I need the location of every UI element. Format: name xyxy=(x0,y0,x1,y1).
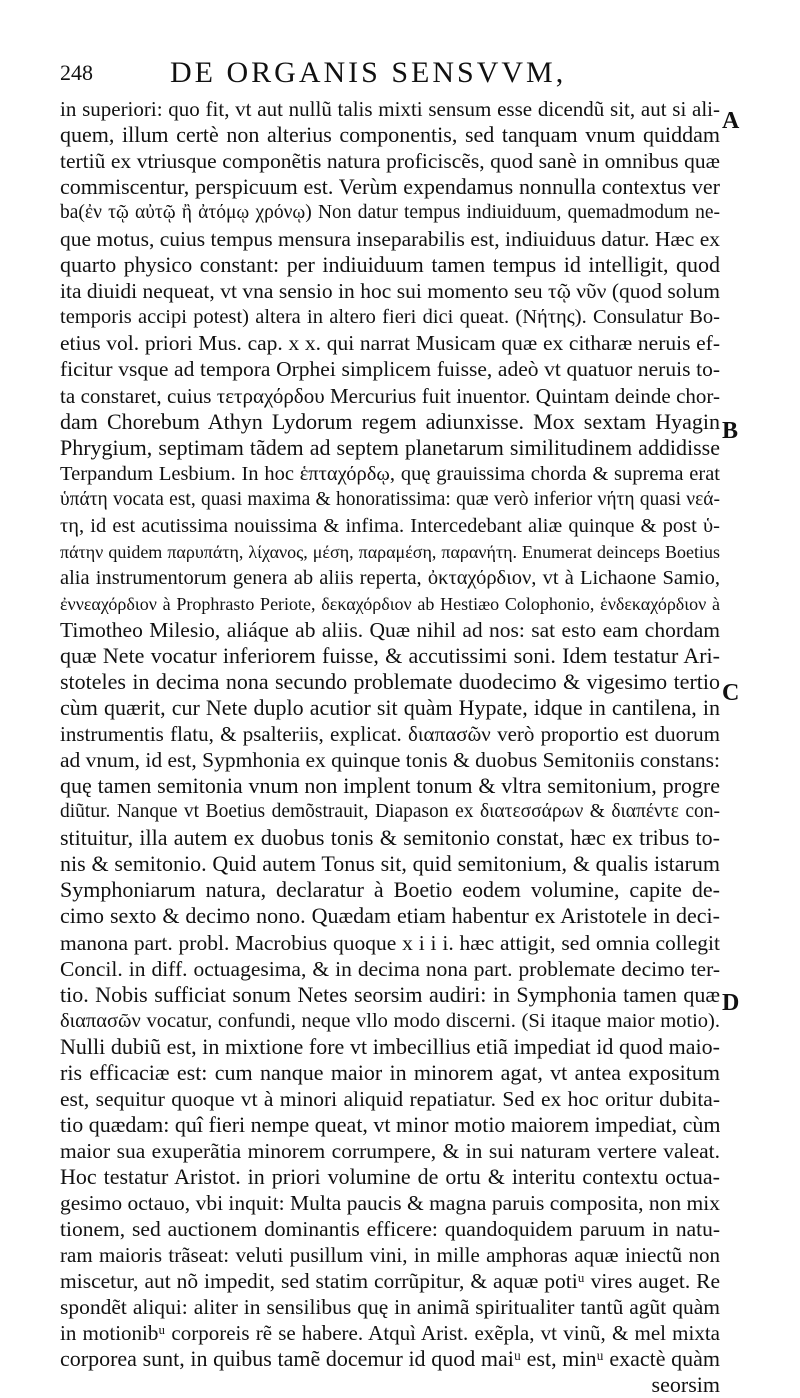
text-line: etius vol. priori Mus. cap. x x. qui narrat Musicam quæ ex citharæ neruis ef- xyxy=(60,331,720,356)
text-line: ὑπάτη vocata est, quasi maxima & honoratissima: quæ verò inferior νήτη quasi νεά- xyxy=(60,488,720,510)
margin-letter-c: C xyxy=(722,680,740,706)
text-line: in motionibᵘ corporeis rẽ se habere. Atquì Arist. exẽpla, vt vinũ, & mel mixta xyxy=(60,1321,720,1346)
text-line: ad vnum, id est, Sypmhonia ex quinque tonis & duobus Semitoniis constans: xyxy=(60,748,720,773)
text-line: Phrygium, septimam tãdem ad septem planetarum similitudinem addidisse xyxy=(60,434,720,460)
text-line: quem, illum certè non alterius componentis, sed tanquam vnum quiddam xyxy=(60,122,720,148)
text-line: est, sequitur quoque vt à minori aliquid repatiatur. Sed ex hoc oritur dubita- xyxy=(60,1086,720,1111)
text-line: ram maioris trãseat: veluti pusillum vini, in mille amphoras aquæ iniectũ non xyxy=(60,1243,720,1268)
text-line: miscetur, aut nõ impedit, sed statim corrũpitur, & aquæ potiᵘ vires auget. Re xyxy=(60,1269,720,1294)
page-header xyxy=(60,56,700,90)
text-line: tionem, sed auctionem dominantis efficere: quandoquidem paruum in natu- xyxy=(60,1217,720,1242)
text-line: Timotheo Milesio, aliáque ab aliis. Quæ nihil ad nos: sat esto eam chordam xyxy=(60,617,720,642)
text-line: cùm quærit, cur Nete duplo acutior sit quàm Hypate, idque in cantilena, in xyxy=(60,695,720,721)
text-line: alia instrumentorum genera ab aliis reperta, ὀκταχόρδιον, vt à Lichaone Samio, xyxy=(60,566,720,589)
text-line: πάτην quidem παρυπάτη, λίχανος, μέση, παραμέση, παρανήτη. Enumerat deinceps Boetius xyxy=(60,541,720,562)
text-line: instrumentis flatu, & psalteriis, explicat. διαπασῶν verò proportio est duorum xyxy=(60,722,720,747)
text-line: Symphoniarum natura, declaratur à Boetio eodem volumine, capite de- xyxy=(60,877,720,903)
text-line: ἐννεαχόρδιον à Prophrasto Periote, δεκαχόρδιον ab Hestiæo Colophonio, ἑνδεκαχόρδιον à xyxy=(60,593,720,614)
text-line: maior sua exuperãtia minorem corrumpere, & in sui naturam vertere valeat. xyxy=(60,1138,720,1163)
text-line: ta constaret, cuius τετραχόρδου Mercurius fuit inuentor. Quintam deinde chor- xyxy=(60,383,720,408)
text-line: corporea sunt, in quibus tamẽ docemur id quod maiᵘ est, minᵘ exactè quàm xyxy=(60,1346,720,1372)
text-line: nis & semitonio. Quid autem Tonus sit, quid semitonium, & qualis istarum xyxy=(60,851,720,877)
text-line: tertiũ ex vtriusque componẽtis natura proficiscẽs, quod sanè in omnibus quæ xyxy=(60,149,720,174)
text-line: in superiori: quo fit, vt aut nullũ talis mixti sensum esse dicendũ sit, aut si ali- xyxy=(60,97,720,121)
margin-letter-d: D xyxy=(722,990,740,1016)
text-line: quę tamen semitonia vnum non implent tonum & vltra semitonium, progre xyxy=(60,773,720,799)
text-line: dam Chorebum Athyn Lydorum regem adiunxisse. Mox sextam Hyagin xyxy=(60,408,720,434)
text-line: cimo sexto & decimo nono. Quædam etiam habentur ex Aristotele in deci- xyxy=(60,903,720,929)
running-title: DE ORGANIS SENSVVM, xyxy=(170,56,567,89)
margin-letter-a: A xyxy=(722,108,740,134)
text-line: seorsim xyxy=(651,1372,720,1398)
text-line: tio. Nobis sufficiat sonum Netes seorsim audiri: in Symphonia tamen quæ xyxy=(60,981,720,1007)
text-line: τη, id est acutissima nouissima & infima. Intercedebant aliæ quinque & post ὑ- xyxy=(60,514,720,537)
text-line: ita diuidi nequeat, vt vna sensio in hoc sui momento seu τῷ νῦν (quod solum xyxy=(60,279,720,304)
text-line: que motus, cuius tempus mensura inseparabilis est, indiuiduus datur. Hæc ex xyxy=(60,227,720,252)
text-line: tio quædam: quî fieri nempe queat, vt minor motio maiorem impediat, cùm xyxy=(60,1111,720,1137)
text-line: spondẽt aliqui: aliter in sensilibus quę in animã spiritualiter tantũ agũt quàm xyxy=(60,1295,720,1320)
text-line: Concil. in diff. octuagesima, & in decima nona part. problemate decimo ter- xyxy=(60,956,720,981)
text-line: quarto physico constant: per indiuiduum tamen tempus id intelligit, quod xyxy=(60,252,720,278)
text-line: ba(ἐν τῷ αὐτῷ ἢ ἀτόμῳ χρόνῳ) Non datur tempus indiuiduum, quemadmodum ne- xyxy=(60,202,720,224)
text-line: quæ Nete vocatur inferiorem fuisse, & accutissimi soni. Idem testatur Ari- xyxy=(60,642,720,668)
text-line: manona part. probl. Macrobius quoque x i i i. hæc attigit, sed omnia collegit xyxy=(60,930,720,955)
text-line: stoteles in decima nona secundo problemate duodecimo & vigesimo tertio xyxy=(60,669,720,695)
body-text xyxy=(60,96,720,1398)
text-line: gesimo octauo, vbi inquit: Multa paucis & magna paruis composita, non mix xyxy=(60,1190,720,1215)
text-line: ficitur vsque ad tempora Orphei simplicem fuisse, adeò vt quatuor neruis to- xyxy=(60,357,720,382)
text-line: temporis accipi potest) altera in altero fieri dici queat. (Νήτης). Consulatur Bo- xyxy=(60,306,720,329)
text-line: Hoc testatur Aristot. in priori volumine de ortu & interitu contextu octua- xyxy=(60,1163,720,1189)
text-line: commiscentur, perspicuum est. Verùm expendamus nonnulla contextus ver xyxy=(60,174,720,200)
text-line: διαπασῶν vocatur, confundi, neque vllo modo discerni. (Si itaque maior motio). xyxy=(60,1009,720,1032)
text-line: diũtur. Nanque vt Boetius demõstrauit, Diapason ex διατεσσάρων & διαπέντε con- xyxy=(60,801,720,823)
margin-letter-b: B xyxy=(722,418,739,444)
text-line: ris efficaciæ est: cum nanque maior in minorem agat, vt antea expositum xyxy=(60,1059,720,1085)
text-line: Nulli dubiũ est, in mixtione fore vt imbecillius etiã impediat id quod maio- xyxy=(60,1033,720,1059)
text-line: Terpandum Lesbium. In hoc ἑπταχόρδῳ, quę grauissima chorda & suprema erat xyxy=(60,462,720,485)
text-line: stituitur, illa autem ex duobus tonis & semitonio constat, hæc ex tribus to- xyxy=(60,825,720,851)
page-number: 248 xyxy=(60,60,93,85)
